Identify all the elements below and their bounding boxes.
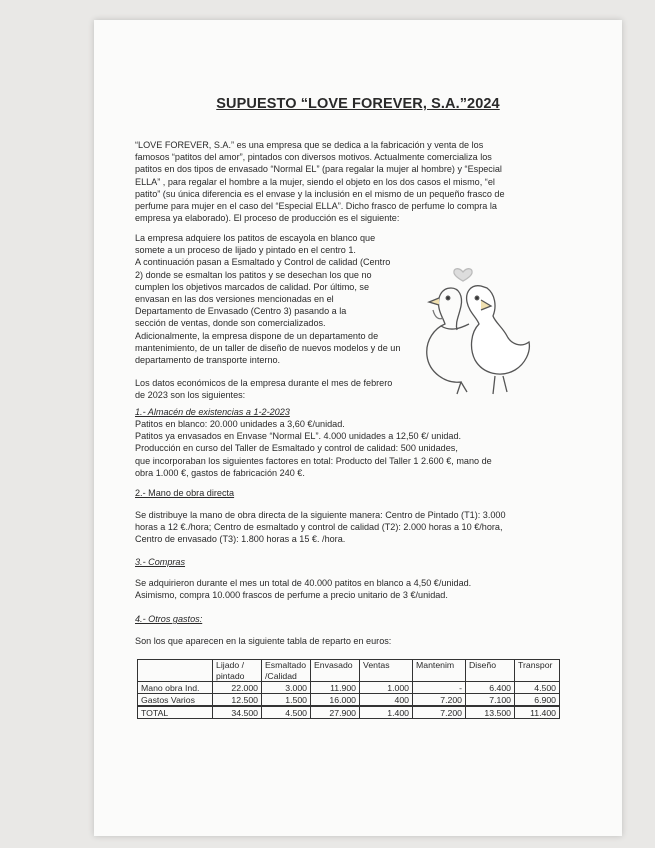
section3-heading: 3.- Compras (135, 557, 186, 567)
intro-line: ELLA” , para regalar el hombre a la mujer, siendo el objeto en los dos casos el mismo, “el (135, 176, 495, 187)
intro-paragraph (135, 139, 582, 224)
table-header-cell: Transpor (515, 660, 560, 682)
intro-line: patito” (su única diferencia es el envase y la inclusión en el mismo de un pequeño frasco de (135, 188, 505, 199)
table-cell: 6.400 (466, 682, 515, 694)
table-cell: 7.200 (413, 706, 466, 719)
table-row-total (138, 706, 560, 719)
section2-body (135, 509, 585, 546)
table-cell: 12.500 (213, 694, 262, 707)
table-cell: 4.500 (515, 682, 560, 694)
table-cell: 1.000 (360, 682, 413, 694)
data-intro-line: Los datos económicos de la empresa durante el mes de febrero (135, 378, 393, 388)
table-header-cell: Esmaltado /Calidad (262, 660, 311, 682)
table-header-cell: Mantenim (413, 660, 466, 682)
section1-line: Producción en curso del Taller de Esmaltado y control de calidad: 500 unidades, (135, 443, 458, 454)
section4-intro: Son los que aparecen en la siguiente tabla de reparto en euros: (135, 636, 392, 646)
table-row (138, 694, 560, 707)
section1-line: Patitos ya envasados en Envase “Normal EL”. 4.000 unidades a 12,50 €/ unidad. (135, 431, 462, 442)
section4-heading: 4.- Otros gastos: (135, 614, 203, 624)
process-paragraph (135, 232, 417, 366)
process-line: sección de ventas, donde son comercializados. (135, 318, 326, 329)
table-row (138, 682, 560, 694)
table-cell: 7.100 (466, 694, 515, 707)
process-line: 2) donde se esmaltan los patitos y se desechan los que no (135, 269, 372, 280)
table-row-label: Mano obra Ind. (138, 682, 213, 694)
table-header-cell: Envasado (311, 660, 360, 682)
table-header-cell (138, 660, 213, 682)
process-line: Departamento de Envasado (Centro 3) pasando a la (135, 306, 347, 317)
section2-line: horas a 12 €./hora; Centro de esmaltado y control de calidad (T2): 2.000 horas a 10 €/hora, (135, 522, 503, 533)
table-cell: 11.900 (311, 682, 360, 694)
table-cell: 400 (360, 694, 413, 707)
section3-line: Se adquirieron durante el mes un total de 40.000 patitos en blanco a 4,50 €/unidad. (135, 578, 472, 588)
process-line: departamento de transporte interno. (135, 355, 281, 366)
process-line: envasan en las dos versiones mencionadas en el (135, 294, 334, 305)
table-header-cell: Diseño (466, 660, 515, 682)
document-page (94, 20, 622, 836)
section1-body (135, 418, 585, 479)
table-header-row (138, 660, 560, 682)
table-cell: 1.400 (360, 706, 413, 719)
table-cell: 3.000 (262, 682, 311, 694)
table-cell: 34.500 (213, 706, 262, 719)
table-header-cell: Lijado / pintado (213, 660, 262, 682)
intro-line: perfume para mujer en el caso del “Especial ELLA”. Dicho frasco de perfume lo compra la (135, 201, 497, 212)
table-cell: 1.500 (262, 694, 311, 707)
process-line: La empresa adquiere los patitos de escayola en blanco que (135, 233, 376, 243)
process-line: mantenimiento, de un taller de diseño de nuevos modelos y de un (135, 342, 401, 353)
table-cell: 7.200 (413, 694, 466, 707)
table-cell: 16.000 (311, 694, 360, 707)
table-row-label: Gastos Varios (138, 694, 213, 707)
data-intro-paragraph (135, 377, 417, 401)
table-cell: 22.000 (213, 682, 262, 694)
process-line: A continuación pasan a Esmaltado y Control de calidad (Centro (135, 257, 391, 268)
expense-distribution-table (137, 659, 560, 719)
section1-line: obra 1.000 €, gastos de fabricación 240 €. (135, 467, 305, 478)
process-line: cumplen los objetivos marcados de calidad. Por último, se (135, 281, 370, 292)
table-cell: 11.400 (515, 706, 560, 719)
intro-line: “LOVE FOREVER, S.A.” es una empresa que se dedica a la fabricación y venta de los (135, 140, 484, 150)
intro-line: empresa ya elaborado). El proceso de producción es el siguiente: (135, 213, 400, 224)
process-line: somete a un proceso de lijado y pintado en el centro 1. (135, 245, 356, 256)
section1-heading: 1.- Almacén de existencias a 1-2-2023 (135, 407, 290, 417)
section3-body (135, 577, 585, 601)
section2-line: Se distribuye la mano de obra directa de la siguiente manera: Centro de Pintado (T1): 3.000 (135, 510, 506, 520)
document-title: SUPUESTO “LOVE FOREVER, S.A.”2024 (216, 96, 500, 112)
intro-line: famosos “patitos del amor”, pintados con diversos motivos. Actualmente comercializa los (135, 152, 492, 163)
table-cell: 13.500 (466, 706, 515, 719)
table-cell: - (413, 682, 466, 694)
ducks-illustration-icon (421, 258, 533, 400)
table-header-cell: Ventas (360, 660, 413, 682)
data-intro-line: de 2023 son los siguientes: (135, 390, 246, 401)
table-row-label: TOTAL (138, 706, 213, 719)
section1-line: Patitos en blanco: 20.000 unidades a 3,60 €/unidad. (135, 419, 345, 429)
table-cell: 6.900 (515, 694, 560, 707)
section2-line: Centro de envasado (T3): 1.800 horas a 15 €. /hora. (135, 534, 346, 545)
table-cell: 4.500 (262, 706, 311, 719)
section3-line: Asimismo, compra 10.000 frascos de perfume a precio unitario de 3 €/unidad. (135, 590, 448, 601)
section1-line: que incorporaban los siguientes factores en total: Producto del Taller 1 2.600 €, mano de (135, 455, 492, 466)
table-cell: 27.900 (311, 706, 360, 719)
section2-heading: 2.- Mano de obra directa (135, 488, 235, 498)
intro-line: patitos en dos tipos de envasado “Normal EL” (para regalar la mujer al hombre) y “Especial (135, 164, 502, 175)
process-line: Adicionalmente, la empresa dispone de un departamento de (135, 330, 379, 341)
